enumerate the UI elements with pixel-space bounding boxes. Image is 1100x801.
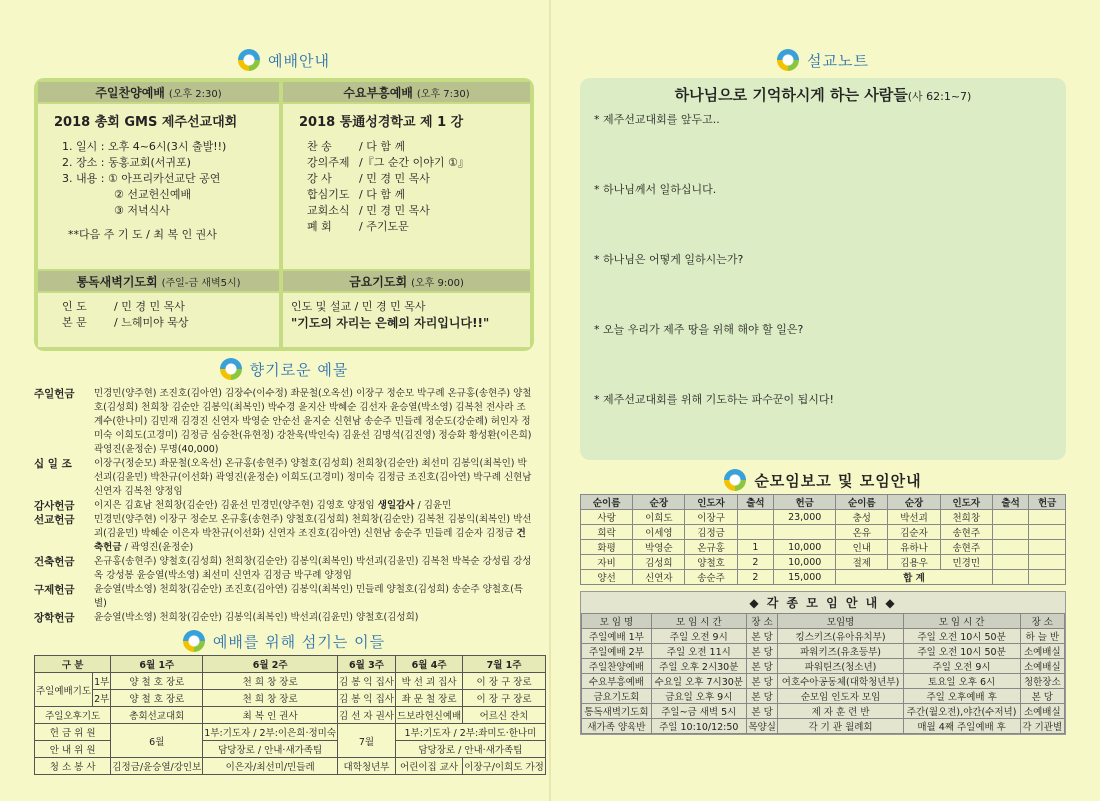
table-cell xyxy=(992,555,1029,570)
church-logo-icon xyxy=(724,469,746,491)
table-cell: 주간(월오전),야간(수저녁) xyxy=(903,704,1020,719)
friday-slogan: "기도의 자리는 은혜의 자리입니다!!" xyxy=(291,315,490,330)
table-cell: 순모임 인도자 모임 xyxy=(778,689,903,704)
table-row: 안 내 위 원 담당장로 / 안내·새가족팀 담당장로 / 안내·새가족팀 xyxy=(35,741,546,758)
sermon-note: * 제주선교대회를 앞두고.. xyxy=(594,113,720,126)
friday-content xyxy=(283,293,530,347)
church-logo-icon xyxy=(238,49,260,71)
wednesday-item: 찬 송 / 다 함 께 xyxy=(307,139,406,153)
table-cell: 청한장소 xyxy=(1020,674,1064,689)
offering-heading xyxy=(34,355,534,383)
table-cell: 본 당 xyxy=(1020,689,1064,704)
table-cell: 주일~금 새벽 5시 xyxy=(651,704,746,719)
wednesday-header: 수요부흥예배 (오후 7:30) xyxy=(283,82,530,102)
table-cell: 신연자 xyxy=(633,570,685,585)
table-header-cell: 모 임 시 간 xyxy=(651,614,746,629)
table-row xyxy=(582,614,1065,629)
table-cell: 제 자 훈 련 반 xyxy=(778,704,903,719)
table-cell xyxy=(1029,570,1066,585)
table-cell: 금요일 오후 9시 xyxy=(651,689,746,704)
gatherings-title: ◆ 각 종 모 임 안 내 ◆ xyxy=(749,596,897,610)
table-cell xyxy=(992,570,1029,585)
dawn-content xyxy=(38,293,279,347)
table-cell: 2 xyxy=(737,555,774,570)
church-logo-icon xyxy=(183,630,205,652)
table-header-cell: 인도자 xyxy=(940,495,992,510)
sermon-note: * 하나님께서 일하십니다. xyxy=(594,183,717,196)
table-cell: 목양실 xyxy=(746,719,778,734)
table-cell: 주일예배 2부 xyxy=(582,644,652,659)
worship-panel xyxy=(34,78,534,351)
table-cell: 주일 오전 11시 xyxy=(651,644,746,659)
table-cell: 15,000 xyxy=(774,570,836,585)
table-cell: 양선 xyxy=(581,570,633,585)
table-row: 주일예배기도 1부 양 철 호 장로 천 희 창 장로 김 봉 익 집사 박 선 괴 집사 이 장 구 장로 xyxy=(35,673,546,690)
table-cell: 수요일 오후 7시30분 xyxy=(651,674,746,689)
table-cell: 주일 오후 2시30분 xyxy=(651,659,746,674)
table-cell: 인내 xyxy=(836,540,888,555)
table-cell: 주일 오후예배 후 xyxy=(903,689,1020,704)
sunday-line: 2. 장소 : 동홍교회(서귀포) xyxy=(62,155,191,169)
table-cell xyxy=(737,510,774,525)
offering-row: 구제헌금 윤승열(박소영) 천희창(김순안) 조진호(김아연) 김봉익(최복인) 민들레 양철호(김성희) 송순주 양철호(특별) xyxy=(34,584,523,609)
table-cell: 양철호 xyxy=(685,555,737,570)
sermon-section-title: 설교노트 xyxy=(807,51,869,70)
table-cell: 금요기도회 xyxy=(582,689,652,704)
wednesday-item: 강의주제 /『그 순간 이야기 ①』 xyxy=(307,155,469,169)
table-cell: 여호수아공동체(대학청년부) xyxy=(778,674,903,689)
wednesday-title: 2018 통通성경학교 제 1 강 xyxy=(299,115,464,130)
offering-row: 감사헌금 이지은 김효남 천희창(김순안) 김윤선 민경민(양주현) 김영호 양정임 생일감사 / 김윤민 xyxy=(34,500,452,512)
sermon-note: * 하나님은 어떻게 일하시는가? xyxy=(594,253,744,266)
table-row xyxy=(582,644,1065,659)
church-logo-icon xyxy=(220,358,242,380)
table-cell: 통독새벽기도회 xyxy=(582,704,652,719)
table-row xyxy=(581,555,1066,570)
table-cell: 파워키즈(유초등부) xyxy=(778,644,903,659)
table-row xyxy=(582,659,1065,674)
table-cell: 주일 오전 10시 50분 xyxy=(903,644,1020,659)
table-row xyxy=(581,495,1066,510)
gatherings-table xyxy=(581,613,1065,734)
table-cell xyxy=(737,525,774,540)
table-row xyxy=(581,570,1066,585)
servers-table xyxy=(34,655,546,775)
table-row: 주일오후기도 총회선교대회 최 복 인 권사 김 선 자 권사 드보라헌신예배 어르신 잔치 xyxy=(35,707,546,724)
wednesday-item: 교회소식 / 민 경 민 목사 xyxy=(307,203,430,217)
table-row xyxy=(582,629,1065,644)
sermon-title: 하나님으로 기억하시게 하는 사람들(사 62:1~7) xyxy=(674,86,972,104)
table-cell: 송순주 xyxy=(685,570,737,585)
table-cell: 23,000 xyxy=(774,510,836,525)
wednesday-item: 강 사 / 민 경 민 목사 xyxy=(307,171,430,185)
table-cell: 새가족 양육반 xyxy=(582,719,652,734)
servers-title: 예배를 위해 섬기는 이들 xyxy=(212,632,386,651)
table-cell: 1 xyxy=(737,540,774,555)
table-header-cell: 순이름 xyxy=(581,495,633,510)
table-cell: 김성희 xyxy=(633,555,685,570)
page-fold xyxy=(549,0,551,801)
table-cell: 화평 xyxy=(581,540,633,555)
table-header-cell: 출석 xyxy=(992,495,1029,510)
wednesday-content xyxy=(283,104,530,269)
offering-title: 향기로운 예물 xyxy=(249,360,349,379)
table-row xyxy=(582,704,1065,719)
table-cell: 주일 10:10/12:50 xyxy=(651,719,746,734)
table-header-cell: 장 소 xyxy=(1020,614,1064,629)
table-row xyxy=(582,689,1065,704)
table-cell: 천희창 xyxy=(940,510,992,525)
table-row: 헌 금 위 원 6월 1부:기도자 / 2부:이은희·정미숙 7월 1부:기도자 / 2부:좌미도·한나미 xyxy=(35,724,546,741)
dawn-item: 본 문 / 느헤미야 묵상 xyxy=(62,315,189,329)
sermon-heading xyxy=(580,46,1066,74)
offering-list xyxy=(34,387,534,625)
table-row xyxy=(582,719,1065,734)
table-header-cell: 출석 xyxy=(737,495,774,510)
sunday-line: 3. 내용 : ① 아프리카선교단 공연 xyxy=(62,171,221,185)
table-cell: 박선괴 xyxy=(888,510,940,525)
table-cell: 사랑 xyxy=(581,510,633,525)
table-cell xyxy=(1029,540,1066,555)
table-cell: 소예배실 xyxy=(1020,644,1064,659)
report-total-label: 합 계 xyxy=(836,570,993,585)
table-cell xyxy=(1029,510,1066,525)
table-cell: 박영순 xyxy=(633,540,685,555)
table-cell: 본 당 xyxy=(746,704,778,719)
table-cell: 각 기 관 월례회 xyxy=(778,719,903,734)
table-cell: 본 당 xyxy=(746,674,778,689)
table-cell: 2 xyxy=(737,570,774,585)
table-header-cell: 인도자 xyxy=(685,495,737,510)
table-row xyxy=(582,674,1065,689)
table-row xyxy=(581,525,1066,540)
table-cell: 이장구 xyxy=(685,510,737,525)
left-page xyxy=(34,46,544,775)
table-cell: 유하나 xyxy=(888,540,940,555)
table-cell: 온유 xyxy=(836,525,888,540)
table-cell: 김정금 xyxy=(685,525,737,540)
offering-row: 십 일 조 이장구(정순모) 좌문철(오옥선) 온규홍(송현주) 양철호(김성희) 천희창(김순안) 최선미 김봉익(최복인) 박선괴(김윤민) 박찬규(이선화) 곽영진(윤정순) 이희도(고경미) 정미숙 김정금 조진호(김아연) 박구례 신현남 신연자 김복천 양정임 xyxy=(34,458,532,497)
table-cell: 소예배실 xyxy=(1020,704,1064,719)
cell-report-table xyxy=(580,494,1066,585)
table-cell: 온규홍 xyxy=(685,540,737,555)
report-title: 순모임보고 및 모임안내 xyxy=(754,471,922,490)
offering-row: 장학헌금 윤승열(박소영) 천희창(김순안) 김봉익(최복인) 박선괴(김윤민) 양철호(김성희) xyxy=(34,612,419,624)
wednesday-item: 합심기도 / 다 함 께 xyxy=(307,187,406,201)
table-cell: 각 기관별 xyxy=(1020,719,1064,734)
friday-leader: 인도 및 설교 / 민 경 민 목사 xyxy=(291,300,426,313)
table-header-cell: 헌금 xyxy=(1029,495,1066,510)
table-cell: 이세영 xyxy=(633,525,685,540)
table-cell: 킹스키즈(유아유치부) xyxy=(778,629,903,644)
table-cell: 10,000 xyxy=(774,555,836,570)
table-cell xyxy=(774,525,836,540)
table-header-cell: 순장 xyxy=(633,495,685,510)
gatherings-panel xyxy=(580,591,1066,735)
sunday-line: 1. 일시 : 오후 4~6시(3시 출발!!) xyxy=(62,139,227,153)
sunday-content xyxy=(38,104,279,269)
table-row: 구 분 6월 1주 6월 2주 6월 3주 6월 4주 7월 1주 xyxy=(35,656,546,673)
sunday-subline: ② 선교헌신예배 xyxy=(114,187,192,201)
table-header-cell: 헌금 xyxy=(774,495,836,510)
sunday-note: **다음 주 기 도 / 최 복 인 권사 xyxy=(68,227,217,241)
table-cell: 본 당 xyxy=(746,689,778,704)
table-cell: 자비 xyxy=(581,555,633,570)
table-cell: 매월 4째 주일예배 후 xyxy=(903,719,1020,734)
table-row xyxy=(581,510,1066,525)
worship-heading xyxy=(34,46,534,74)
table-cell: 주일 오전 10시 50분 xyxy=(903,629,1020,644)
sunday-subline: ③ 저녁식사 xyxy=(114,203,170,217)
wednesday-item: 폐 회 / 주기도문 xyxy=(307,219,409,233)
table-row: 2부 양 철 호 장로 천 희 창 장로 김 봉 익 집사 좌 문 철 장로 이 장 구 장로 xyxy=(35,690,546,707)
sermon-note: * 제주선교대회를 위해 기도하는 파수꾼이 됩시다! xyxy=(594,393,834,406)
table-header-cell: 모 임 명 xyxy=(582,614,652,629)
table-cell xyxy=(1029,525,1066,540)
table-cell: 송현주 xyxy=(940,540,992,555)
table-cell xyxy=(992,525,1029,540)
offering-row: 주일헌금 민경민(양주현) 조진호(김아연) 김장수(이수정) 좌문철(오옥선) 이장구 정순모 박구례 온규홍(송현주) 양철호(김성희) 천희창 김순안 김봉익(최복인) 박수경 윤지산 박혜순 김선자 윤승열(박소영) 김복천 전사라 조계수(한나미) 김민재 김경진 신연자 박영순 안순선 윤지순 신현남 송순주 민들레 정순도(강순례) 허인자 정미숙 이희도(고경미) 김정금 심승찬(유현정) 강찬욱(박인숙) 김윤선 김명석(김진영) 정승화 황성환(이은희) 곽영진(윤정순) 무명(40,000) xyxy=(34,388,532,455)
table-row: 청 소 봉 사 김정금/윤승열/강인보 이은자/최선미/민들레 대학청년부 어린이집 교사 이장구/이희도 가정 xyxy=(35,758,546,775)
table-cell: 주일예배 1부 xyxy=(582,629,652,644)
table-header-cell: 순이름 xyxy=(836,495,888,510)
dawn-header: 통독새벽기도회 (주일-금 새벽5시) xyxy=(38,271,279,291)
report-heading xyxy=(580,466,1066,494)
table-cell: 본 당 xyxy=(746,629,778,644)
sunday-event: 2018 총회 GMS 제주선교대회 xyxy=(54,115,238,130)
table-cell: 본 당 xyxy=(746,644,778,659)
dawn-item: 인 도 / 민 경 민 목사 xyxy=(62,300,185,313)
table-cell: 주일 오전 9시 xyxy=(651,629,746,644)
friday-header: 금요기도회 (오후 9:00) xyxy=(283,271,530,291)
table-cell: 토요일 오후 6시 xyxy=(903,674,1020,689)
table-header-cell: 순장 xyxy=(888,495,940,510)
sermon-note-box xyxy=(580,78,1066,460)
sermon-note: * 오늘 우리가 제주 땅을 위해 해야 할 일은? xyxy=(594,323,804,336)
offering-row: 건축헌금 온규홍(송현주) 양철호(김성희) 천희창(김순안) 김봉익(최복인) 박선괴(김윤민) 김복천 박복순 강성립 강성옥 강성봉 윤승열(박소영) 최선미 신연자 김정금 박구례 양정임 xyxy=(34,556,532,581)
table-cell: 송현주 xyxy=(940,525,992,540)
table-cell: 하 늘 반 xyxy=(1020,629,1064,644)
table-cell: 희락 xyxy=(581,525,633,540)
table-cell: 민경민 xyxy=(940,555,992,570)
table-header-cell: 장 소 xyxy=(746,614,778,629)
table-cell xyxy=(1029,555,1066,570)
table-cell: 이희도 xyxy=(633,510,685,525)
table-header-cell: 모임명 xyxy=(778,614,903,629)
table-cell xyxy=(992,510,1029,525)
table-cell: 10,000 xyxy=(774,540,836,555)
table-cell: 주일찬양예배 xyxy=(582,659,652,674)
table-cell: 수요부흥예배 xyxy=(582,674,652,689)
table-cell: 김용우 xyxy=(888,555,940,570)
table-cell: 소예배실 xyxy=(1020,659,1064,674)
table-cell: 충성 xyxy=(836,510,888,525)
table-cell: 본 당 xyxy=(746,659,778,674)
servers-heading xyxy=(34,627,534,655)
worship-title: 예배안내 xyxy=(268,51,330,70)
table-cell: 파워틴즈(청소년) xyxy=(778,659,903,674)
table-cell: 주일 오전 9시 xyxy=(903,659,1020,674)
right-page xyxy=(580,46,1066,735)
table-cell: 김순자 xyxy=(888,525,940,540)
table-cell: 절제 xyxy=(836,555,888,570)
table-header-cell: 모 임 시 간 xyxy=(903,614,1020,629)
church-logo-icon xyxy=(777,49,799,71)
offering-row: 선교헌금 민경민(양주현) 이장구 정순모 온규홍(송현주) 양철호(김성희) 천희창(김순안) 김복천 김봉익(최복인) 박선괴(김윤민) 박혜순 이은자 박찬규(이선화) 신연자 조진호(김아연) 신현남 송순주 민들레 김순자 김정금 건축헌금 / 곽영진(윤정순) xyxy=(34,514,532,553)
sunday-header: 주일찬양예배 (오후 2:30) xyxy=(38,82,279,102)
table-cell xyxy=(992,540,1029,555)
table-row xyxy=(581,540,1066,555)
